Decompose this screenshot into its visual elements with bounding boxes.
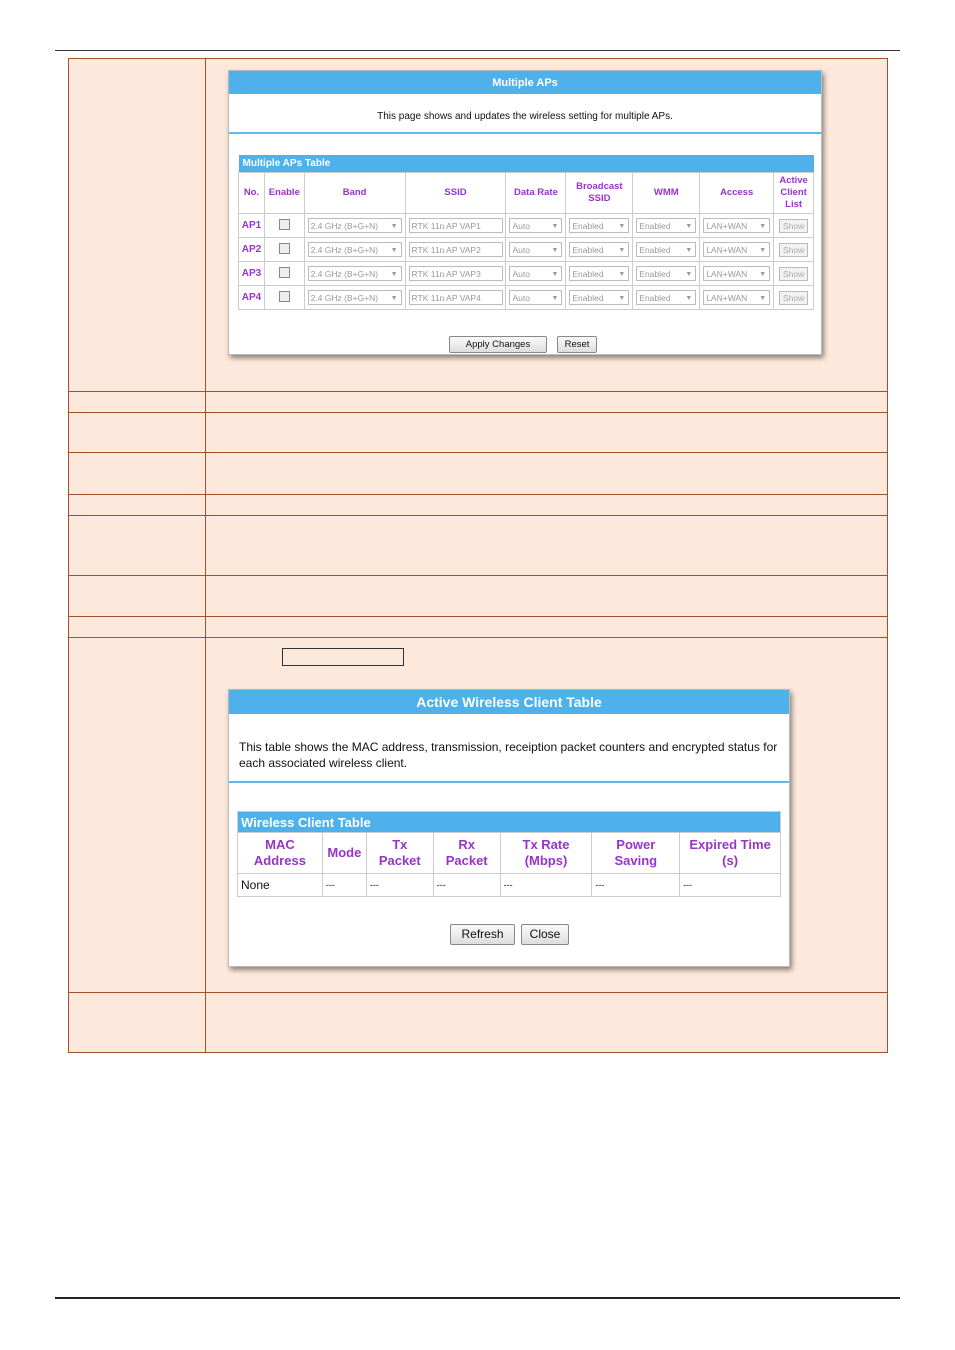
chevron-down-icon: ▼ [390,295,398,302]
enable-checkbox[interactable] [279,291,290,302]
apply-changes-button[interactable]: Apply Changes [449,336,547,353]
header-broadcast-ssid: Broadcast SSID [566,173,633,214]
active-client-screenshot [228,689,790,967]
header-wmm: WMM [633,173,700,214]
data-rate-select[interactable]: Auto ▼ [509,266,562,281]
band-select[interactable]: 2.4 GHz (B+G+N) ▼ [308,218,402,233]
cell-mac: None [238,874,323,897]
header-data-rate: Data Rate [506,173,566,214]
data-rate-select[interactable]: Auto ▼ [509,218,562,233]
multiple-aps-description: This page shows and updates the wireless setting for multiple APs. [377,111,673,122]
header-tx-rate: Tx Rate (Mbps) [500,833,592,874]
refresh-button[interactable]: Refresh [450,924,515,945]
multiple-aps-table [238,155,814,310]
data-rate-select[interactable]: Auto ▼ [509,290,562,305]
row-divider [69,412,887,413]
broadcast-ssid-select[interactable]: Enabled ▼ [569,242,629,257]
chevron-down-icon: ▼ [618,295,626,302]
ap-number: AP2 [239,238,265,262]
chevron-down-icon: ▼ [618,223,626,230]
cell-tx: --- [366,874,433,897]
broadcast-ssid-select[interactable]: Enabled ▼ [569,218,629,233]
chevron-down-icon: ▼ [759,223,767,230]
close-button[interactable]: Close [521,924,569,945]
enable-checkbox[interactable] [279,243,290,254]
access-select[interactable]: LAN+WAN ▼ [703,218,770,233]
data-rate-select[interactable]: Auto ▼ [509,242,562,257]
access-select[interactable]: LAN+WAN ▼ [703,266,770,281]
band-select[interactable]: 2.4 GHz (B+G+N) ▼ [308,242,402,257]
row-divider [69,391,887,392]
chevron-down-icon: ▼ [390,271,398,278]
table-caption: Wireless Client Table [238,812,781,833]
show-clients-button[interactable]: Show [779,243,808,257]
header-access: Access [700,173,774,214]
wmm-select[interactable]: Enabled ▼ [636,218,696,233]
header-no: No. [239,173,265,214]
band-select[interactable]: 2.4 GHz (B+G+N) ▼ [308,266,402,281]
wireless-client-table [237,811,781,897]
header-rx-packet: Rx Packet [433,833,500,874]
row-divider [69,494,887,495]
chevron-down-icon: ▼ [618,247,626,254]
header-expired-time: Expired Time (s) [680,833,781,874]
cell-power: --- [592,874,680,897]
ssid-input[interactable]: RTK 11n AP VAP1 [409,218,503,233]
wmm-select[interactable]: Enabled ▼ [636,290,696,305]
chevron-down-icon: ▼ [685,223,693,230]
ap-number: AP1 [239,214,265,238]
row-divider [69,575,887,576]
multiple-aps-screenshot [228,70,822,355]
column-divider [205,59,206,1052]
table-row [239,214,814,238]
ssid-input[interactable]: RTK 11n AP VAP2 [409,242,503,257]
header-active-client-list: Active Client List [774,173,814,214]
table-row [239,238,814,262]
active-client-title: Active Wireless Client Table [229,690,789,714]
chevron-down-icon: ▼ [551,295,559,302]
wmm-select[interactable]: Enabled ▼ [636,266,696,281]
chevron-down-icon: ▼ [390,247,398,254]
header-mode: Mode [322,833,366,874]
table-caption: Multiple APs Table [239,155,814,173]
row-divider [69,992,887,993]
chevron-down-icon: ▼ [551,247,559,254]
access-select[interactable]: LAN+WAN ▼ [703,290,770,305]
separator [229,132,821,134]
ap-number: AP3 [239,262,265,286]
chevron-down-icon: ▼ [390,223,398,230]
broadcast-ssid-select[interactable]: Enabled ▼ [569,290,629,305]
reset-button[interactable]: Reset [557,336,597,353]
broadcast-ssid-select[interactable]: Enabled ▼ [569,266,629,281]
wmm-select[interactable]: Enabled ▼ [636,242,696,257]
enable-checkbox[interactable] [279,267,290,278]
header-ssid: SSID [405,173,506,214]
ssid-input[interactable]: RTK 11n AP VAP3 [409,266,503,281]
chevron-down-icon: ▼ [551,223,559,230]
footer-rule [55,1297,900,1299]
cell-rx: --- [433,874,500,897]
chevron-down-icon: ▼ [685,271,693,278]
show-clients-button[interactable]: Show [779,291,808,305]
show-clients-button[interactable]: Show [779,267,808,281]
chevron-down-icon: ▼ [685,247,693,254]
enable-checkbox[interactable] [279,219,290,230]
chevron-down-icon: ▼ [759,247,767,254]
cell-rate: --- [500,874,592,897]
ssid-input[interactable]: RTK 11n AP VAP4 [409,290,503,305]
header-band: Band [304,173,405,214]
chevron-down-icon: ▼ [551,271,559,278]
table-row [239,286,814,310]
table-row [238,874,781,897]
chevron-down-icon: ▼ [685,295,693,302]
show-clients-button[interactable]: Show [779,219,808,233]
cell-mode: --- [322,874,366,897]
header-enable: Enable [264,173,304,214]
row-divider [69,515,887,516]
cell-expired: --- [680,874,781,897]
row-divider [69,616,887,617]
table-row [239,262,814,286]
chevron-down-icon: ▼ [618,271,626,278]
multiple-aps-title: Multiple APs [229,71,821,94]
active-client-description: This table shows the MAC address, transmission, receiption packet counters and encrypted status for each associated wireless client. [239,740,778,770]
inline-button-placeholder [282,648,404,666]
band-select[interactable]: 2.4 GHz (B+G+N) ▼ [308,290,402,305]
row-divider [69,637,887,638]
header-power-saving: Power Saving [592,833,680,874]
chevron-down-icon: ▼ [759,271,767,278]
header-tx-packet: Tx Packet [366,833,433,874]
ap-number: AP4 [239,286,265,310]
separator [229,781,789,783]
chevron-down-icon: ▼ [759,295,767,302]
header-rule [55,50,900,51]
row-divider [69,452,887,453]
header-mac-address: MAC Address [238,833,323,874]
access-select[interactable]: LAN+WAN ▼ [703,242,770,257]
